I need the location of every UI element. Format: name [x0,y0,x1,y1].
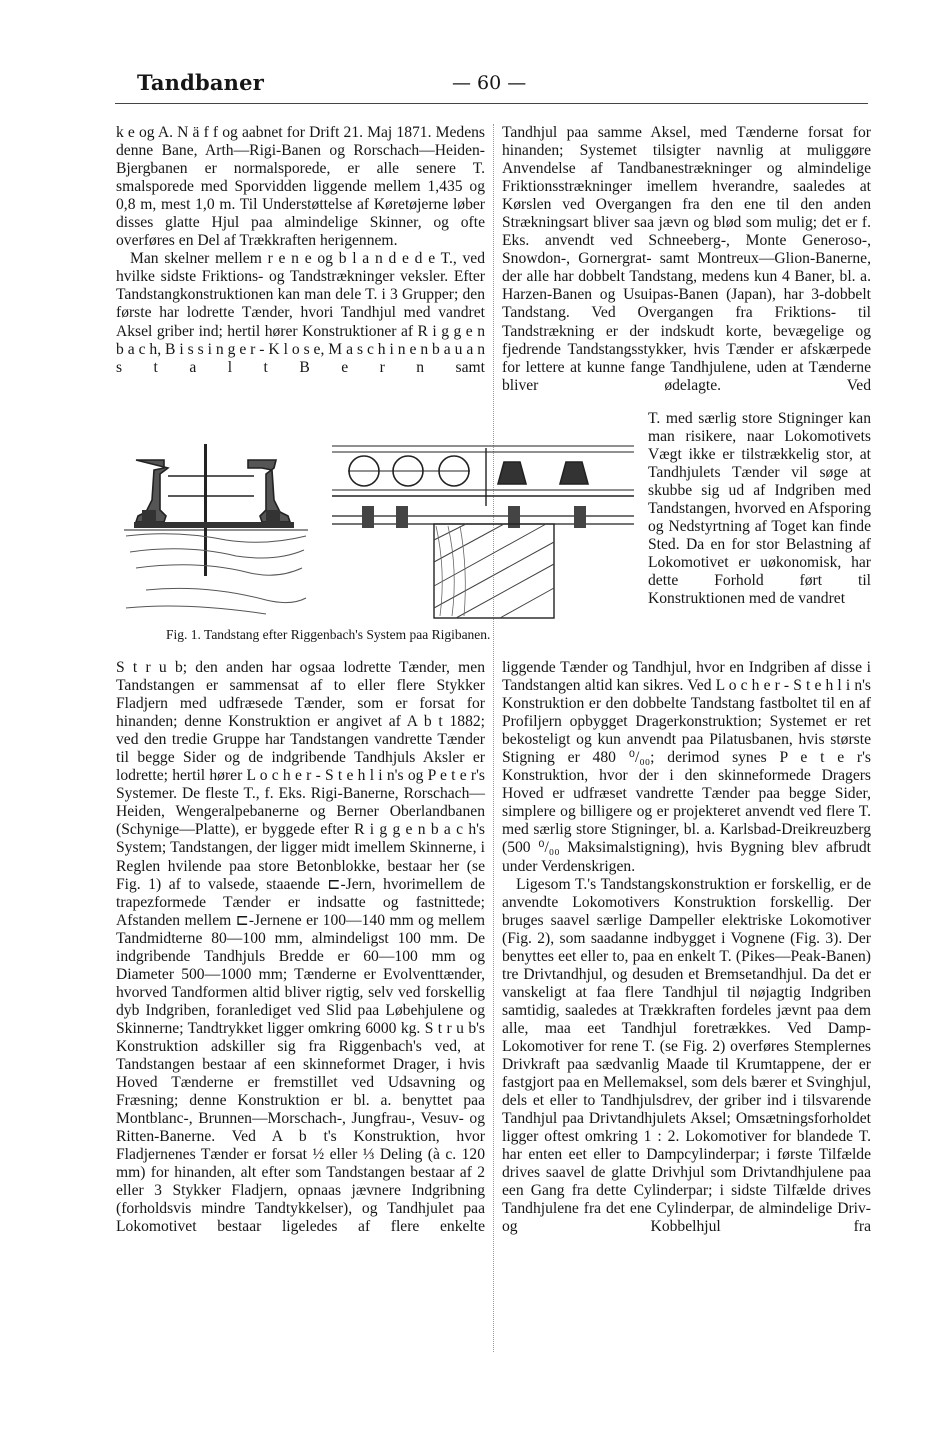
column-left-bottom [116,659,485,1237]
paragraph: Tandhjul paa samme Aksel, med Tænderne forsat for hinanden; Systemet tilsigter navnlig at muliggøre Anvendelse af Tandbanestrækninger og almindelige Friktionsstrækninger imellem hverandre, saaledes at Kørslen ved Overgangen fra den ene til den anden Strækningsart bliver saa jævn og blød som mulig; det er f. Eks. anvendt ved Schneeberg-, Monte Generoso-, Snowdon-, Gornergrat- samt Montreux—Glion-Banerne, der alle har dobbelt Tandstang, medens kun 4 Baner, bl. a. Harzen-Banen og Usuipas-Banen (Japan), har 3-dobbelt Tandstang. Ved Overgangen fra Friktions- til Tandstrækning er der indskudt korte, bevægelige og fjedrende Tandstangsstykker, hvis Tænder er afskærpede for lettere at kunne fange Tandhjulene, uden at Tænderne bliver ødelagte. Ved [502,124,871,394]
paragraph: Man skelner mellem r e n e og b l a n d e d e T., ved hvilke sidste Friktions- og Tandstrækninger veksler. Efter Tandstangkonstruktionen kan man dele T. i 3 Grupper; den første har lodrette Tænder, hvori Tandhjul med vandret Aksel griber ind; hertil hører Konstruktioner af R i g g e n b a c h, B i s s i n g e r - K l o s e, M a s c h i n e n b a u a n s t a l t B e r n samt [116,250,485,376]
column-right-bottom [502,659,871,1237]
paragraph: S t r u b; den anden har ogsaa lodrette Tænder, men Tandstangen er sammensat af to eller flere Stykker Fladjern med udfræsede Tænder, som er forsat for hinanden; denne Konstruktion er angivet af A b t 1882; ved den tredie Gruppe har Tandstangen vandrette Tænder til begge Sider og de indgribende Tandhjuls Aksler er lodrette; hertil hører L o c h e r - S t e h l i n's og P e t e r's Systemer. De fleste T., f. Eks. Rigi-Banerne, Rorschach—Heiden, Wengeralpebanerne og Berner Oberlandbanen (Schynige—Platte), er byggede efter R i g g e n b a c h's System; Tandstangen, der ligger midt imellem Skinnerne, i Reglen hvilende paa store Betonblokke, bestaar her (se Fig. 1) af to valsede, staaende ⊏-Jern, hvorimellem de trapezformede Tænder er indsatte og fastnittede; Afstanden mellem ⊏-Jernene er 100—140 mm og mellem Tandmidterne 80—100 mm, almindeligst 100 mm. De indgribende Tandhjuls Bredde er 60—100 mm og Diameter 500—1000 mm; Tænderne er Evolventtænder, hvorved Tandformen altid bliver rigtig, selv ved forskellig dyb Indgriben, foranlediget ved Slid paa Løbehjulene og Skinnerne; Tandtrykket ligger omkring 6000 kg. S t r u b's Konstruktion adskiller sig fra Riggenbach's ved, at Tandstangen bestaar af een skinneformet Drager, i hvis Hoved Tænderne er fremstillet ved Udsavning og Fræsning; denne Konstruktion er bl. a. benyttet paa Montblanc-, Brunnen—Morschach-, Jungfrau-, Vesuv- og Ritten-Banerne. Ved A b t's Konstruktion, hvor Fladjernenes Tænder er forsat ½ eller ⅓ Deling (à c. 120 mm) for hinanden, alt efter som Tandstangen bestaar af 2 eller 3 Stykker Fladjern, opnaas jævnere Indgribning (forholdsvis mindre Tandtykkelser), og Tandhjulet paa Lokomotivet bestaar ligeledes af flere enkelte [116,659,485,1236]
page-number: — 60 — [452,72,527,94]
figure-rack-rail-drawing [116,440,634,625]
figure-caption: Fig. 1. Tandstang efter Riggenbach's System paa Rigibanen. [166,627,491,642]
paragraph: T. med særlig store Stigninger kan man risikere, naar Lokomotivets Vægt ikke er tilstrækkelig stor, at Tandhjulets Tænder vil søge at skubbe sig ud af Indgriben med Tandstangen, hvorved en Afsporing og Nedstyrtning af Toget kan finde Sted. Da en for stor Belastning af Lokomotivet er uøkonomisk, har dette Forhold ført til Konstruktionen med de vandret [648,410,871,608]
rack-tooth-section [560,462,588,484]
paragraph: liggende Tænder og Tandhjul, hvor en Indgriben af disse i Tandstangen altid kan sikres. Ved L o c h e r - S t e h l i n's Konstruktion er den dobbelte Tandstang fastboltet til en af Profiljern opbygget Dragerkonstruktion; Systemet er ret bekosteligt og kun anvendt paa Pilatusbanen, hvis største Stigning er 480 ⁰/₀₀; derimod synes P e t e r's Konstruktion, hvor der i den skinneformede Dragers Hoved er udfræset vandrette Tænder paa begge Sider, simplere og billigere og er projekteret anvendt ved flere T. med særlig store Stigninger, bl. a. Karlsbad-Dreikreuzberg (500 ⁰/₀₀ Maksimalstigning), hvis Bygning blev afbrudt under Verdenskrigen. [502,659,871,875]
paragraph: Ligesom T.'s Tandstangskonstruktion er forskellig, er de anvendte Lokomotivers Konstruktion forskellig. Der bruges saavel særlige Dampeller elektriske Lokomotiver (Fig. 2), som saadanne indbygget i Vognene (Fig. 3). Der benyttes eet eller to, paa en enkelt T. (Pikes—Peak-Banen) tre Drivtandhjul, og desuden et Bremsetandhjul. Da det er vanskeligt at faa flere Tandhjul til nøjagtig Indgriben samtidig, saaledes at Trækkraften fordeles jævnt paa dem alle, maa eet Tandhjul foretrækkes. Ved Damp-Lokomotiver for rene T. (se Fig. 2) overføres Stemplernes Drivkraft paa sædvanlig Maade til Krumtappene, der er fastgjort paa en Mellemaksel, som dels bærer et Svinghjul, dels et eller to Tandhjulsdrev, der griber ind i tilsvarende Tandhjul paa Drivtandhjulets Aksel; Omsætningsforholdet ligger oftest omkring 1 : 2. Lokomotiver for blandede T. har enten eet eller to Dampcylinderpar; i første Tilfælde drives saavel de glatte Drivhjul som Drivtandhjulene paa een Gang fra dette Cylinderpar; i sidste Tilfælde drives Tandhjulene fra det ene Cylinderpar, de almindelige Driv- og Kobbelhjul fra [502,875,871,1236]
paragraph: k e og A. N ä f f og aabnet for Drift 21. Maj 1871. Medens denne Bane, Arth—Rigi-Banen og Rorschach—Heiden-Bjergbanen er normalsporede, er alle senere T. smalsporede med Sporvidden liggende mellem 1,435 og 0,8 m, mest 1,0 m. Til Understøttelse af Køretøjerne løber disses glatte Hjul paa almindelige Skinner, og ofte overføres en Del af Trækkraften herigennem. [116,124,485,250]
header-rule [115,103,868,104]
running-head-title: Tandbaner [137,70,264,95]
column-right-wrap [648,410,871,609]
rack-tooth-section [498,462,526,484]
concrete-block [434,524,554,618]
column-left-top [116,124,485,377]
wood-sleeper-grain [126,534,306,614]
column-right-top [502,124,871,395]
column-divider [493,124,494,1352]
